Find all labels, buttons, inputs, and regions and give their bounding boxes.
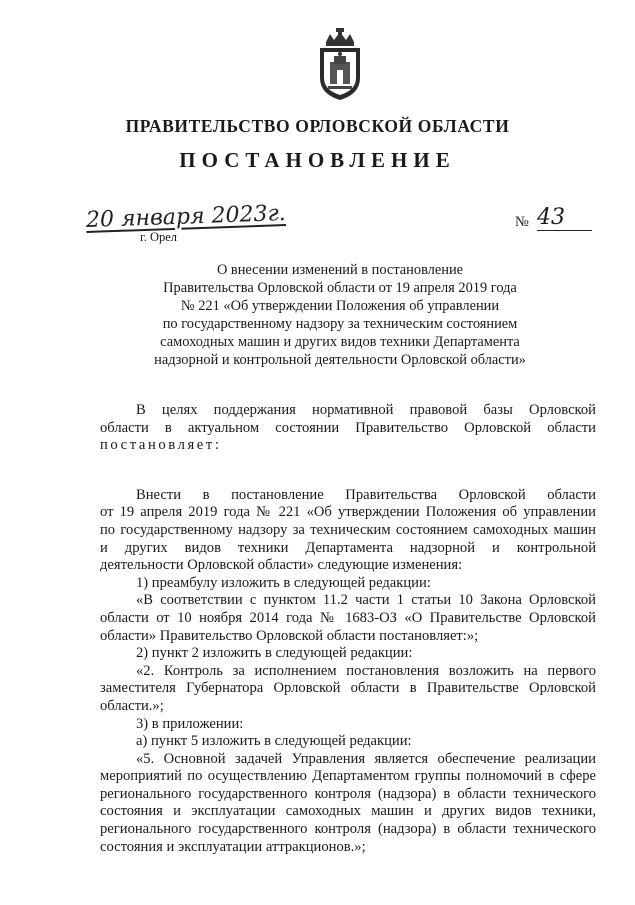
body-line: области от 10 ноября 2014 года № 1683-ОЗ «О Правительстве Орловской: [100, 609, 596, 626]
document-type: ПОСТАНОВЛЕНИЕ: [179, 148, 456, 172]
body-line: постановляет:: [100, 437, 222, 454]
number-label: №: [515, 214, 529, 230]
subject-line: О внесении изменений в постановление: [216, 262, 464, 278]
subject-line: самоходных машин и других видов техники Департамента: [160, 334, 520, 350]
main-paragraph: [100, 487, 596, 575]
body-line: от 19 апреля 2019 года № 221 «Об утверждении Положения об управлении: [100, 504, 596, 521]
body-line: «5. Основной задачей Управления является обеспечение реализации: [136, 750, 596, 767]
subject-line: Правительства Орловской области от 19 апреля 2019 года: [163, 280, 517, 296]
subject-line: надзорной и контрольной деятельности Орловской области»: [154, 352, 526, 368]
item-2: [100, 645, 596, 663]
body-line: деятельности Орловской области» следующие изменения:: [100, 557, 463, 574]
item-3a-quote: [100, 751, 596, 857]
item-line: 1) преамбулу изложить в следующей редакции:: [136, 574, 431, 591]
subject-line: № 221 «Об утверждении Положения об управлении: [180, 298, 500, 314]
body-line: и других видов техники Департамента надзорной и контрольной: [100, 539, 596, 556]
body-line: «В соответствии с пунктом 11.2 части 1 статьи 10 Закона Орловской: [136, 592, 596, 609]
item-line: 2) пункт 2 изложить в следующей редакции:: [136, 645, 413, 662]
body-line: заместителя Губернатора Орловской области в Правительстве Орловской: [100, 680, 596, 697]
subject-line: по государственному надзору за техническим состоянием: [162, 316, 518, 332]
city-label: г. Орел: [140, 230, 178, 244]
item-3: [100, 716, 596, 751]
document-subject: [100, 261, 580, 369]
item-1: [100, 575, 596, 593]
intro-paragraph: [100, 402, 596, 455]
item-2-quote: [100, 663, 596, 716]
spacer: [100, 455, 596, 487]
body-line: В целях поддержания нормативной правовой базы Орловской: [136, 402, 596, 418]
body-line: мероприятий по осуществлению Департаментом группы полномочий в сфере: [100, 768, 596, 785]
handwritten-number: 43: [537, 206, 592, 231]
body-line: области.»;: [100, 697, 164, 714]
item-line: а) пункт 5 изложить в следующей редакции:: [136, 733, 412, 750]
body-line: состояния и эксплуатации самоходных машин и других видов техники,: [100, 803, 596, 820]
government-title: ПРАВИТЕЛЬСТВО ОРЛОВСКОЙ ОБЛАСТИ: [125, 116, 510, 136]
body-line: регионального государственного контроля (надзора) в области технического: [100, 785, 596, 802]
body-line: состояния и эксплуатации аттракционов.»;: [100, 838, 366, 855]
body-line: «2. Контроль за исполнением постановления возложить на первого: [136, 662, 596, 679]
body-line: области» Правительство Орловской области постановляет:»;: [100, 627, 479, 644]
item-1-quote: [100, 592, 596, 645]
handwritten-date: 20 января 2023г.: [85, 201, 287, 233]
body-line: по государственному надзору за техническим состоянием самоходных машин: [100, 521, 596, 538]
body-line: регионального государственного контроля (надзора) в области технического: [100, 821, 596, 838]
body-line: Внести в постановление Правительства Орловской области: [136, 486, 596, 503]
coat-of-arms-icon: [316, 28, 364, 100]
item-line: 3) в приложении:: [136, 715, 244, 732]
document-body: [100, 402, 596, 856]
body-line: области в актуальном состоянии Правительство Орловской области: [100, 419, 596, 436]
